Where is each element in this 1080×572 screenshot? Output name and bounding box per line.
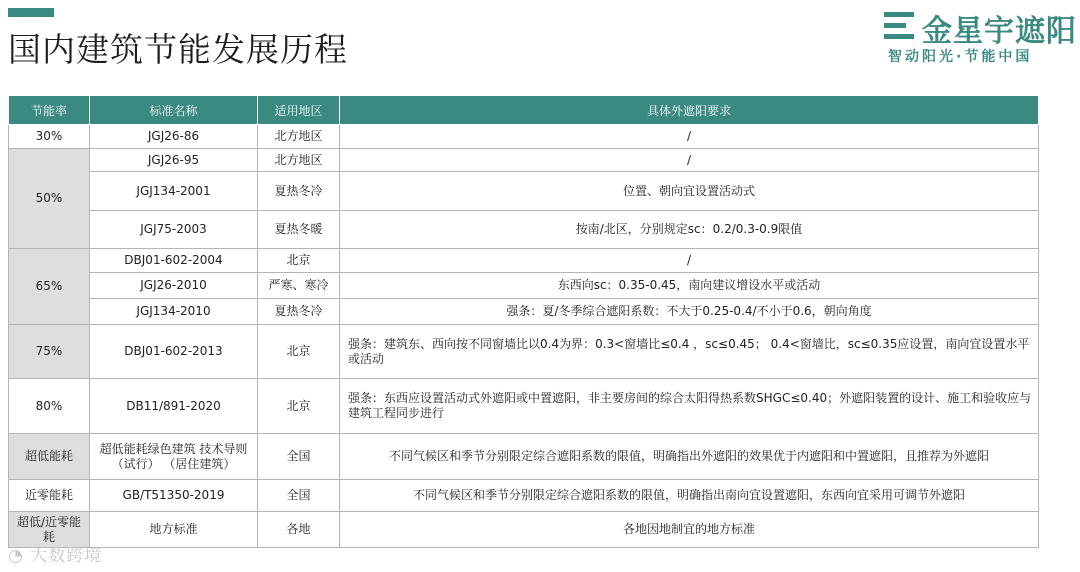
rate-cell: 超低/近零能耗 [9, 512, 90, 548]
requirement-cell: 位置、朝向宜设置活动式 [340, 172, 1039, 211]
requirement-cell: 强条：东西应设置活动式外遮阳或中置遮阳，非主要房间的综合太阳得热系数SHGC≤0.40；外遮阳装置的设计、施工和验收应与建筑工程同步进行 [340, 379, 1039, 434]
rate-cell: 超低能耗 [9, 434, 90, 480]
table-header-row [9, 96, 1039, 125]
standard-cell: 超低能耗绿色建筑 技术导则（试行） （居住建筑） [90, 434, 258, 480]
table-row [9, 434, 1039, 480]
requirement-cell: 不同气候区和季节分别限定综合遮阳系数的限值，明确指出南向宜设置遮阳，东西向宜采用可调节外遮阳 [340, 480, 1039, 512]
table-row [9, 480, 1039, 512]
logo-name: 金星宇遮阳 [922, 14, 1077, 49]
logo-mark-icon [884, 12, 918, 40]
standard-cell: DBJ01-602-2013 [90, 325, 258, 379]
table-row [9, 149, 1039, 172]
rate-cell: 近零能耗 [9, 480, 90, 512]
requirement-cell: 强条：建筑东、西向按不同窗墙比以0.4为界：0.3<窗墙比≤0.4 ，sc≤0.45； 0.4<窗墙比，sc≤0.35应设置，南向宜设置水平或活动 [340, 325, 1039, 379]
header-standard: 标准名称 [90, 96, 258, 125]
table-row [9, 172, 1039, 211]
watermark-logo-icon: ◔ [8, 546, 24, 566]
region-cell: 全国 [258, 480, 340, 512]
watermark [8, 541, 102, 566]
requirement-cell: 不同气候区和季节分别限定综合遮阳系数的限值，明确指出外遮阳的效果优于内遮阳和中置遮阳，且推荐为外遮阳 [340, 434, 1039, 480]
standard-cell: JGJ134-2001 [90, 172, 258, 211]
region-cell: 严寒、寒冷 [258, 273, 340, 299]
standard-cell: DB11/891-2020 [90, 379, 258, 434]
region-cell: 北京 [258, 325, 340, 379]
requirement-cell: / [340, 249, 1039, 273]
standard-cell: JGJ75-2003 [90, 211, 258, 249]
title-accent-bar [8, 8, 54, 17]
standard-cell: JGJ26-86 [90, 125, 258, 149]
table-row [9, 325, 1039, 379]
standard-cell: 地方标准 [90, 512, 258, 548]
standard-cell: DBJ01-602-2004 [90, 249, 258, 273]
rate-cell: 30% [9, 125, 90, 149]
rate-cell: 75% [9, 325, 90, 379]
standard-cell: JGJ134-2010 [90, 299, 258, 325]
region-cell: 各地 [258, 512, 340, 548]
region-cell: 北方地区 [258, 125, 340, 149]
header-requirement: 具体外遮阳要求 [340, 96, 1039, 125]
requirement-cell: 各地因地制宜的地方标准 [340, 512, 1039, 548]
requirement-cell: / [340, 125, 1039, 149]
table-row [9, 125, 1039, 149]
requirement-cell: 东西向sc：0.35-0.45，南向建议增设水平或活动 [340, 273, 1039, 299]
header-region: 适用地区 [258, 96, 340, 125]
requirement-cell: 强条：夏/冬季综合遮阳系数：不大于0.25-0.4/不小于0.6，朝向角度 [340, 299, 1039, 325]
standard-cell: JGJ26-95 [90, 149, 258, 172]
region-cell: 夏热冬冷 [258, 299, 340, 325]
region-cell: 北京 [258, 379, 340, 434]
region-cell: 夏热冬冷 [258, 172, 340, 211]
table-row [9, 249, 1039, 273]
table-row [9, 512, 1039, 548]
region-cell: 北方地区 [258, 149, 340, 172]
standard-cell: JGJ26-2010 [90, 273, 258, 299]
brand-logo [884, 6, 1077, 66]
region-cell: 全国 [258, 434, 340, 480]
rate-cell: 65% [9, 249, 90, 325]
header-rate: 节能率 [9, 96, 90, 125]
watermark-text: 大数跨境 [30, 546, 103, 566]
rate-cell: 80% [9, 379, 90, 434]
energy-standards-table [8, 95, 1039, 548]
rate-cell: 50% [9, 149, 90, 249]
table-row [9, 379, 1039, 434]
table-row [9, 273, 1039, 299]
region-cell: 北京 [258, 249, 340, 273]
table-row [9, 299, 1039, 325]
standard-cell: GB/T51350-2019 [90, 480, 258, 512]
page-title: 国内建筑节能发展历程 [8, 30, 348, 69]
requirement-cell: 按南/北区，分别规定sc：0.2/0.3-0.9限值 [340, 211, 1039, 249]
table-row [9, 211, 1039, 249]
requirement-cell: / [340, 149, 1039, 172]
logo-slogan: 智动阳光·节能中国 [888, 49, 1033, 65]
region-cell: 夏热冬暖 [258, 211, 340, 249]
